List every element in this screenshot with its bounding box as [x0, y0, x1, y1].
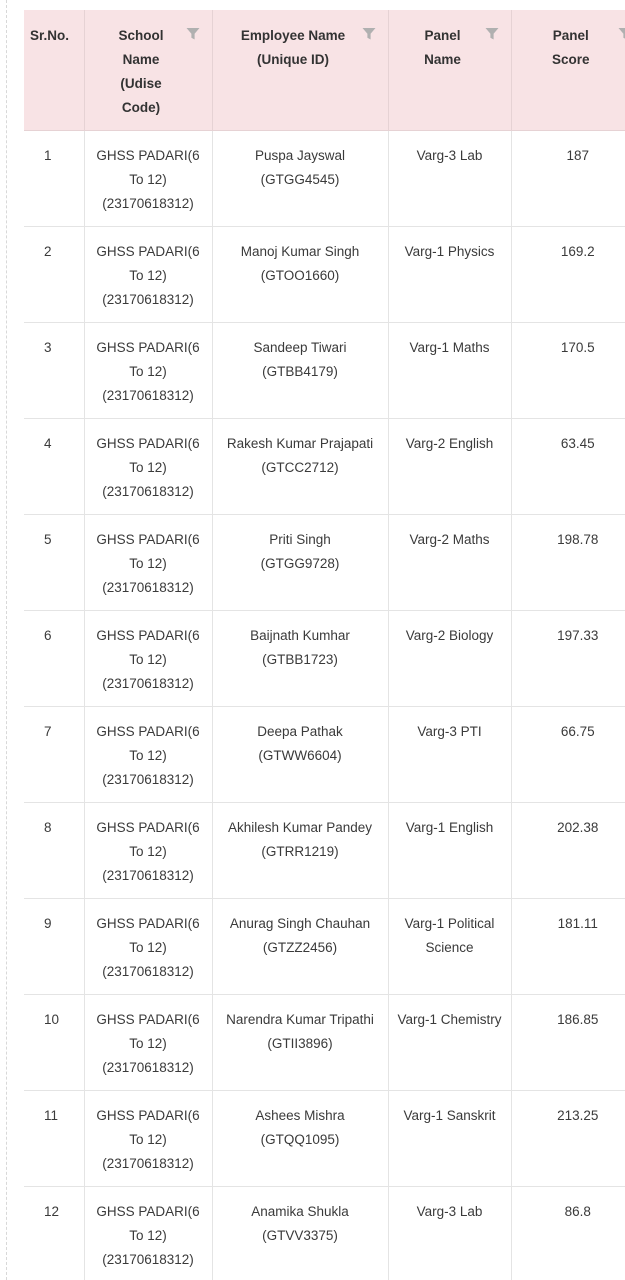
panel-score-text: 181.11 [557, 915, 598, 931]
school-name-text: GHSS PADARI(6 To 12) [96, 1107, 200, 1147]
sr-no-cell [24, 1186, 84, 1280]
panel-name-cell [388, 322, 511, 418]
panel-name-cell [388, 514, 511, 610]
panel-name-cell [388, 130, 511, 226]
sr-no-text: 1 [44, 147, 52, 163]
table-row [24, 994, 625, 1090]
panel-score-cell [511, 322, 625, 418]
panel-name-cell [388, 418, 511, 514]
panel-score-text: 202.38 [557, 819, 599, 835]
school-name-id: (23170618312) [102, 675, 194, 691]
school-name-id: (23170618312) [102, 1059, 194, 1075]
header-label [520, 24, 625, 72]
panel-score-cell [511, 1090, 625, 1186]
table-row [24, 610, 625, 706]
employee-name-cell [212, 706, 388, 802]
school-name-cell [84, 226, 212, 322]
employee-name-cell [212, 610, 388, 706]
employee-name-id: (GTGG9728) [260, 555, 340, 571]
school-name-text: GHSS PADARI(6 To 12) [96, 1011, 200, 1051]
sr-no-text: 3 [44, 339, 52, 355]
school-name-id: (23170618312) [102, 291, 194, 307]
header-sr-no [24, 10, 84, 130]
header-employee-name [212, 10, 388, 130]
employee-name-cell [212, 898, 388, 994]
sr-no-cell [24, 610, 84, 706]
panel-score-cell [511, 706, 625, 802]
sr-no-cell [24, 898, 84, 994]
results-table-container[interactable] [24, 10, 625, 1280]
school-name-cell [84, 706, 212, 802]
school-name-id: (23170618312) [102, 963, 194, 979]
school-name-text: GHSS PADARI(6 To 12) [96, 723, 200, 763]
header-label-line: Score [551, 52, 590, 67]
sr-no-text: 7 [44, 723, 52, 739]
sr-no-cell [24, 1090, 84, 1186]
panel-score-text: 198.78 [557, 531, 599, 547]
employee-name-cell [212, 802, 388, 898]
panel-name-text: Varg-2 Maths [409, 531, 490, 547]
sr-no-cell [24, 514, 84, 610]
employee-name-text: Rakesh Kumar Prajapati [226, 435, 374, 451]
sr-no-cell [24, 418, 84, 514]
panel-score-cell [511, 130, 625, 226]
sr-no-text: 9 [44, 915, 52, 931]
table-row [24, 130, 625, 226]
school-name-text: GHSS PADARI(6 To 12) [96, 627, 200, 667]
sr-no-text: 2 [44, 243, 52, 259]
employee-name-text: Manoj Kumar Singh [240, 243, 360, 259]
panel-name-cell [388, 898, 511, 994]
panel-name-cell [388, 802, 511, 898]
school-name-text: GHSS PADARI(6 To 12) [96, 339, 200, 379]
header-label [221, 24, 380, 72]
filter-icon[interactable] [618, 27, 625, 41]
header-label-line: Code) [121, 100, 161, 115]
school-name-cell [84, 994, 212, 1090]
employee-name-cell [212, 514, 388, 610]
school-name-text: GHSS PADARI(6 To 12) [96, 531, 200, 571]
employee-name-text: Anamika Shukla [251, 1203, 349, 1219]
panel-name-cell [388, 706, 511, 802]
school-name-cell [84, 514, 212, 610]
panel-score-cell [511, 994, 625, 1090]
employee-name-text: Baijnath Kumhar [250, 627, 350, 643]
school-name-id: (23170618312) [102, 1155, 194, 1171]
employee-name-cell [212, 1186, 388, 1280]
sr-no-text: 10 [44, 1011, 60, 1027]
employee-name-cell [212, 130, 388, 226]
panel-score-text: 63.45 [560, 435, 595, 451]
panel-score-text: 186.85 [557, 1011, 599, 1027]
panel-name-text: Varg-1 Political Science [404, 915, 495, 955]
sr-no-text: 5 [44, 531, 52, 547]
school-name-cell [84, 898, 212, 994]
employee-name-id: (GTQQ1095) [260, 1131, 340, 1147]
sr-no-text: 4 [44, 435, 52, 451]
panel-name-cell [388, 994, 511, 1090]
filter-icon[interactable] [485, 27, 499, 41]
header-label-line: Name [424, 52, 461, 67]
panel-name-text: Varg-1 English [405, 819, 494, 835]
school-name-id: (23170618312) [102, 771, 194, 787]
table-row [24, 226, 625, 322]
sr-no-cell [24, 994, 84, 1090]
school-name-id: (23170618312) [102, 1251, 194, 1267]
employee-name-cell [212, 418, 388, 514]
panel-name-text: Varg-2 English [405, 435, 494, 451]
header-school-name [84, 10, 212, 130]
employee-name-text: Akhilesh Kumar Pandey [227, 819, 373, 835]
employee-name-text: Priti Singh [269, 531, 331, 547]
employee-name-id: (GTBB4179) [262, 363, 338, 379]
panel-name-text: Varg-1 Maths [409, 339, 490, 355]
panel-name-text: Varg-3 PTI [417, 723, 482, 739]
panel-score-text: 170.5 [560, 339, 595, 355]
school-name-id: (23170618312) [102, 195, 194, 211]
panel-score-cell [511, 226, 625, 322]
employee-name-id: (GTWW6604) [258, 747, 342, 763]
school-name-id: (23170618312) [102, 579, 194, 595]
employee-name-id: (GTRR1219) [261, 843, 339, 859]
employee-name-id: (GTGG4545) [260, 171, 340, 187]
table-body [24, 130, 625, 1280]
page-edge [6, 0, 7, 1280]
sr-no-cell [24, 226, 84, 322]
header-label-line: Panel [424, 28, 461, 43]
panel-score-text: 86.8 [564, 1203, 591, 1219]
header-panel-name [388, 10, 511, 130]
panel-name-text: Varg-1 Sanskrit [403, 1107, 496, 1123]
employee-name-cell [212, 1090, 388, 1186]
employee-name-text: Puspa Jayswal [254, 147, 346, 163]
panel-score-cell [511, 802, 625, 898]
employee-name-text: Anurag Singh Chauhan [229, 915, 371, 931]
header-label-line: Sr.No. [30, 28, 70, 43]
school-name-cell [84, 1186, 212, 1280]
school-name-text: GHSS PADARI(6 To 12) [96, 435, 200, 475]
header-label-line: School [118, 28, 164, 43]
table-row [24, 418, 625, 514]
panel-score-cell [511, 1186, 625, 1280]
panel-name-text: Varg-1 Physics [404, 243, 495, 259]
panel-name-cell [388, 610, 511, 706]
school-name-cell [84, 802, 212, 898]
sr-no-text: 6 [44, 627, 52, 643]
school-name-text: GHSS PADARI(6 To 12) [96, 915, 200, 955]
school-name-text: GHSS PADARI(6 To 12) [96, 1203, 200, 1243]
school-name-id: (23170618312) [102, 867, 194, 883]
table-header-row [24, 10, 625, 130]
panel-score-cell [511, 898, 625, 994]
results-table [24, 10, 625, 1280]
employee-name-id: (GTOO1660) [260, 267, 340, 283]
school-name-text: GHSS PADARI(6 To 12) [96, 819, 200, 859]
filter-icon[interactable] [186, 27, 200, 41]
employee-name-id: (GTII3896) [267, 1035, 333, 1051]
table-row [24, 1186, 625, 1280]
employee-name-text: Ashees Mishra [255, 1107, 345, 1123]
panel-score-text: 197.33 [557, 627, 599, 643]
sr-no-cell [24, 802, 84, 898]
school-name-text: GHSS PADARI(6 To 12) [96, 243, 200, 283]
panel-name-cell [388, 1186, 511, 1280]
table-row [24, 322, 625, 418]
school-name-cell [84, 130, 212, 226]
school-name-id: (23170618312) [102, 387, 194, 403]
panel-name-text: Varg-1 Chemistry [397, 1011, 502, 1027]
school-name-text: GHSS PADARI(6 To 12) [96, 147, 200, 187]
header-panel-score [511, 10, 625, 130]
panel-score-cell [511, 514, 625, 610]
sr-no-cell [24, 130, 84, 226]
employee-name-cell [212, 994, 388, 1090]
panel-score-cell [511, 610, 625, 706]
header-label-line: Panel [552, 28, 589, 43]
sr-no-text: 12 [44, 1203, 60, 1219]
panel-score-text: 187 [566, 147, 590, 163]
employee-name-id: (GTCC2712) [261, 459, 339, 475]
panel-name-text: Varg-2 Biology [405, 627, 494, 643]
table-row [24, 802, 625, 898]
header-label-line: Name [122, 52, 160, 67]
sr-no-text: 8 [44, 819, 52, 835]
header-label [30, 24, 76, 48]
panel-name-text: Varg-3 Lab [416, 1203, 483, 1219]
table-row [24, 706, 625, 802]
employee-name-text: Narendra Kumar Tripathi [226, 1011, 374, 1027]
school-name-cell [84, 1090, 212, 1186]
sr-no-cell [24, 322, 84, 418]
header-label-line: (Unique ID) [257, 52, 329, 67]
school-name-cell [84, 418, 212, 514]
school-name-id: (23170618312) [102, 483, 194, 499]
panel-score-cell [511, 418, 625, 514]
sr-no-cell [24, 706, 84, 802]
table-row [24, 898, 625, 994]
filter-icon[interactable] [362, 27, 376, 41]
school-name-cell [84, 610, 212, 706]
header-label-line: (Udise [120, 76, 162, 91]
table-row [24, 514, 625, 610]
panel-name-cell [388, 226, 511, 322]
school-name-cell [84, 322, 212, 418]
employee-name-text: Deepa Pathak [257, 723, 343, 739]
table-row [24, 1090, 625, 1186]
employee-name-cell [212, 322, 388, 418]
panel-score-text: 213.25 [557, 1107, 599, 1123]
employee-name-id: (GTZZ2456) [262, 939, 338, 955]
header-label-line: Employee Name [240, 28, 346, 43]
employee-name-id: (GTVV3375) [262, 1227, 338, 1243]
panel-name-text: Varg-3 Lab [416, 147, 483, 163]
sr-no-text: 11 [44, 1107, 59, 1123]
panel-name-cell [388, 1090, 511, 1186]
employee-name-text: Sandeep Tiwari [253, 339, 347, 355]
panel-score-text: 66.75 [560, 723, 595, 739]
employee-name-id: (GTBB1723) [262, 651, 338, 667]
panel-score-text: 169.2 [560, 243, 595, 259]
employee-name-cell [212, 226, 388, 322]
